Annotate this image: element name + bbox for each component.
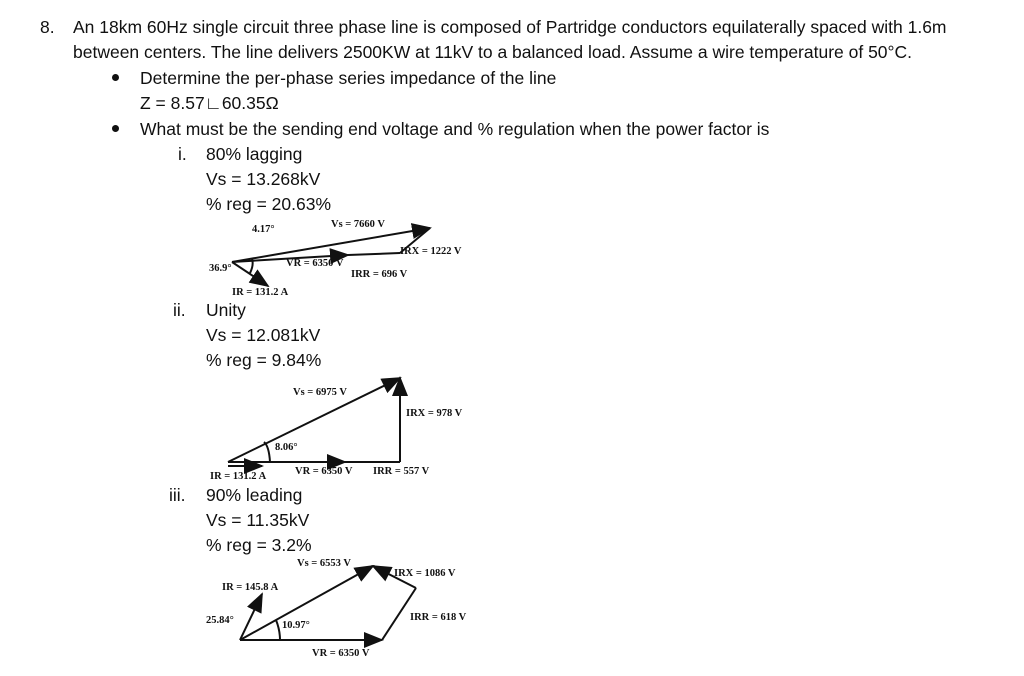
case-3-title: 90% leading [206,485,303,505]
case-1-vs: Vs = 13.268kV [206,169,321,189]
irr-label: IRR = 557 V [373,466,430,477]
delta-angle-label: 8.06° [275,442,298,453]
vs-label: Vs = 6553 V [297,558,351,569]
case-1-numeral: i. [178,144,187,164]
delta-angle-label: 4.17° [252,224,275,235]
irr-label: IRR = 618 V [410,612,467,623]
case-3-vs: Vs = 11.35kV [206,510,310,530]
bullet-regulation-text: What must be the sending end voltage and % regulation when the power factor is [140,119,770,139]
vr-label: VR = 6350 V [312,648,370,659]
irr-label: IRR = 696 V [351,269,408,280]
impedance-answer: Z = 8.57∟60.35Ω [140,93,279,113]
phasor-diagram-lagging [209,219,462,298]
ir-phasor [232,262,268,286]
case-1-reg: % reg = 20.63% [206,194,332,214]
bullet-impedance-text: Determine the per-phase series impedance of the line [140,68,557,88]
question-number: 8. [40,17,55,37]
pf-angle-label: 36.9° [209,263,232,274]
case-2-numeral: ii. [173,300,186,320]
delta-angle-arc [276,620,280,640]
vr-label: VR = 6350 V [295,466,353,477]
case-1-title: 80% lagging [206,144,303,164]
case-2-reg: % reg = 9.84% [206,350,322,370]
ir-label: IR = 145.8 A [222,582,279,593]
question-line-2: between centers. The line delivers 2500KW at 11kV to a balanced load. Assume a wire temperature of 50°C. [73,42,913,62]
irx-label: IRX = 1222 V [400,246,462,257]
ir-label: IR = 131.2 A [232,287,289,298]
vs-label: Vs = 6975 V [293,387,347,398]
irr-phasor [348,253,400,255]
irx-label: IRX = 978 V [406,408,463,419]
ir-label: IR = 131.2 A [210,471,267,482]
case-3-numeral: iii. [169,485,186,505]
vr-label: VR = 6350 V [286,258,344,269]
phasor-diagram-unity [210,378,463,482]
case-2-title: Unity [206,300,246,320]
question-line-1: An 18km 60Hz single circuit three phase line is composed of Partridge conductors equilaterally spaced with 1.6m [73,17,947,37]
pf-angle-label: 25.84° [206,615,234,626]
delta-angle-label: 10.97° [282,620,310,631]
case-3-reg: % reg = 3.2% [206,535,312,555]
case-2-vs: Vs = 12.081kV [206,325,321,345]
phasor-diagram-leading [206,558,467,659]
vs-label: Vs = 7660 V [331,219,385,230]
irx-label: IRX = 1086 V [394,568,456,579]
